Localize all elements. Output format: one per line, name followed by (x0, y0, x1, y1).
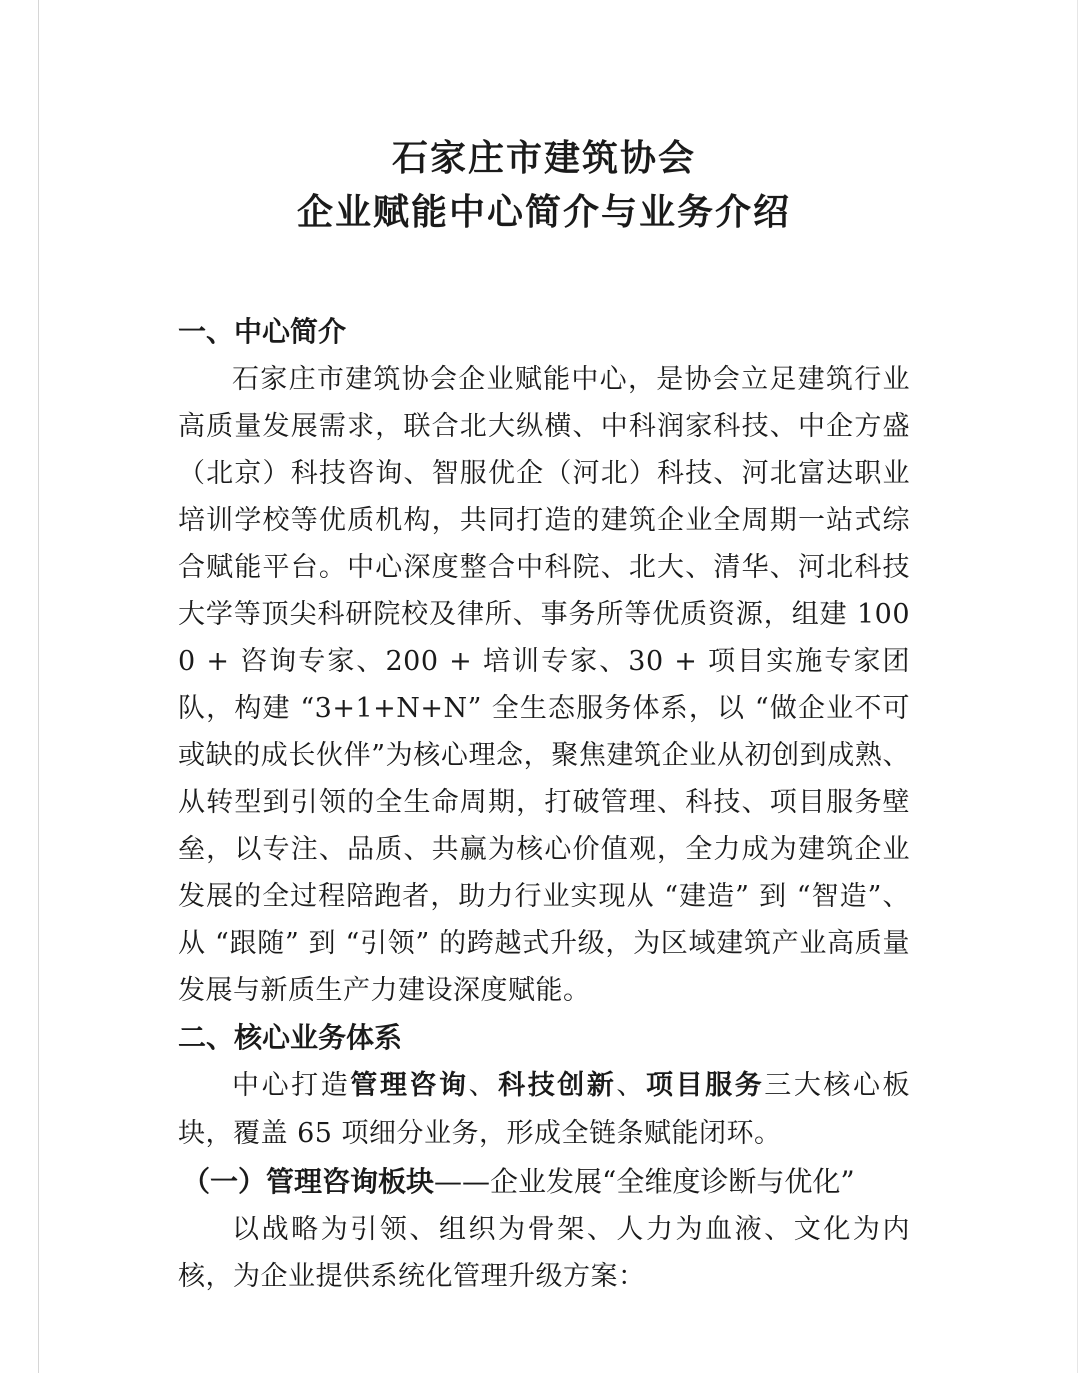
subsection-1-subtitle: ——企业发展“全维度诊断与优化” (434, 1164, 855, 1198)
subsection-1-prefix: （一） (182, 1164, 267, 1198)
highlight-project: 项目服务 (646, 1070, 765, 1101)
subsection-1-paragraph: 以战略为引领、组织为骨架、人力为血液、文化为内核，为企业提供系统化管理升级方案： (178, 1213, 910, 1292)
intro-prefix: 中心打造 (232, 1070, 351, 1101)
section-2-intro (178, 1062, 910, 1158)
section-1-heading: 一、中心简介 (178, 315, 347, 348)
intro-separator-1: 、 (468, 1070, 499, 1101)
highlight-technology: 科技创新 (498, 1070, 617, 1101)
section-2-heading: 二、核心业务体系 (178, 1021, 403, 1054)
document-title-line-1: 石家庄市建筑协会 (391, 137, 696, 179)
document-title-line-2: 企业赋能中心简介与业务介绍 (296, 191, 791, 233)
scan-left-edge (38, 0, 39, 1373)
highlight-management: 管理咨询 (350, 1070, 469, 1101)
subsection-1-heading (178, 1158, 910, 1206)
intro-suffix: 三大核心板块，覆盖 65 项细分业务，形成全链条赋能闭环。 (178, 1070, 911, 1149)
intro-separator-2: 、 (616, 1070, 646, 1101)
section-1-paragraph: 石家庄市建筑协会企业赋能中心，是协会立足建筑行业高质量发展需求，联合北大纵横、中科润家科技、中企方盛（北京）科技咨询、智服优企（河北）科技、河北富达职业培训学校等优质机构，共同打造的建筑企业全周期一站式综合赋能平台。中心深度整合中科院、北大、清华、河北科技大学等顶尖科研院校及律所、事务所等优质资源，组建 1000 + 咨询专家、200 + 培训专家、30 + 项目实施专家团队，构建 “3+1+N+N” 全生态服务体系，以 “做企业不可或缺的成长伙伴”为核心理念，聚焦建筑企业从初创到成熟、从转型到引领的全生命周期，打破管理、科技、项目服务壁垒，以专注、品质、共赢为核心价值观，全力成为建筑企业发展的全过程陪跑者，助力行业实现从 “建造” 到 “智造”、从 “跟随” 到 “引领” 的跨越式升级，为区域建筑产业高质量发展与新质生产力建设深度赋能。 (178, 364, 910, 1006)
document-page (178, 132, 910, 1300)
scan-right-edge (1077, 0, 1078, 1373)
subsection-1-bold-title: 管理咨询板块 (266, 1164, 435, 1198)
